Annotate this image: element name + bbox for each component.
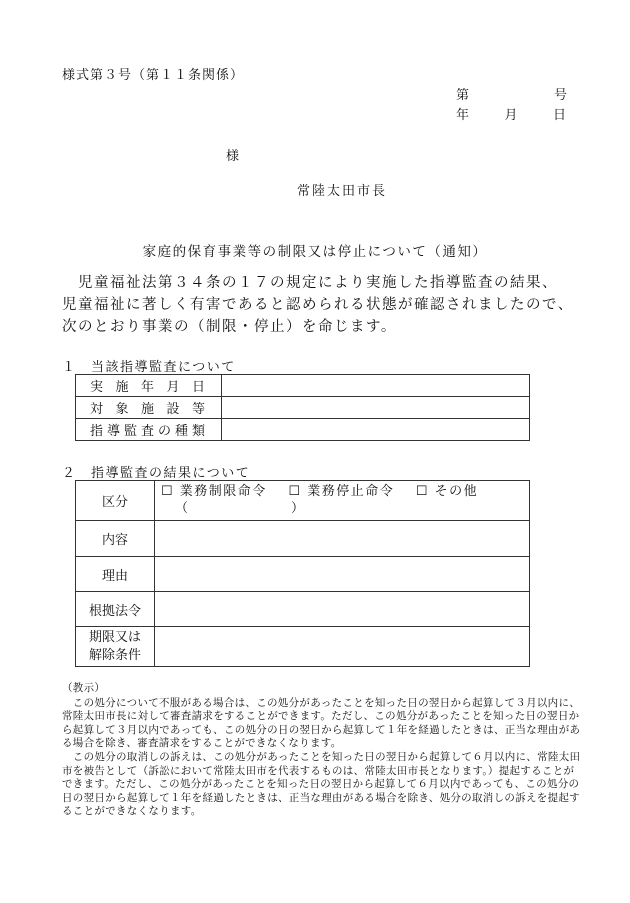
- table-row: [76, 592, 530, 627]
- period-label-line1: 期限又は: [88, 629, 141, 645]
- checkbox-business-suspension[interactable]: ☐ 業務停止命令: [288, 484, 395, 499]
- value-cell-content: [155, 521, 530, 557]
- checkbox-business-restriction[interactable]: ☐ 業務制限命令: [161, 484, 267, 499]
- category-options: [155, 481, 530, 521]
- section2-heading: ２ 指導監査の結果について: [62, 466, 251, 481]
- appeal-notice: [62, 682, 582, 819]
- table-row: [76, 397, 530, 419]
- body-line: 児童福祉に著しく有害であると認められる状態が確認されましたので、: [62, 297, 574, 313]
- table-row: [76, 557, 530, 592]
- section1-heading: １ 当該指導監査について: [62, 360, 236, 375]
- table-row: [76, 627, 530, 667]
- notice-paragraph: この処分について不服がある場合は、この処分があったことを知った日の翌日から起算して３月以内に、常陸太田市長に対して審査請求をすることができます。ただし、この処分があったことを知った日の翌日から起算して３月以内であっても、この処分の日の翌日から起算して１年を経過したときは、正当な理由がある場合を除き、審査請求をすることができなくなります。: [62, 696, 581, 750]
- table-row: [76, 375, 530, 397]
- date-line: [456, 104, 566, 123]
- notice-paragraph: この処分の取消しの訴えは、この処分があったことを知った日の翌日から起算して６月以内に、常陸太田市を被告として（訴訟において常陸太田市を代表するものは、常陸太田市長となります。）提起することができます。ただし、この処分があったことを知った日の翌日から起算して６月以内であっても、この処分の日の翌日から起算して１年を経過したときは、正当な理由がある場合を除き、処分の取消しの訴えを提起することができなくなります。: [62, 750, 581, 818]
- row-label-category: 区分: [76, 481, 155, 521]
- audit-info-table: [75, 374, 530, 441]
- value-cell-date: [222, 375, 530, 397]
- document-title: 家庭的保育事業等の制限又は停止について（通知）: [142, 244, 488, 260]
- row-label-date: 実施年月日: [76, 375, 222, 397]
- value-cell-audit-type: [222, 419, 530, 441]
- period-label-line2: 解除条件: [88, 647, 141, 663]
- table-row: [76, 419, 530, 441]
- checkbox-other[interactable]: ☐ その他: [415, 484, 479, 499]
- value-cell-reason: [155, 557, 530, 592]
- table-row: [76, 521, 530, 557]
- value-cell-facility: [222, 397, 530, 419]
- form-number: 様式第３号（第１１条関係）: [62, 68, 245, 83]
- row-label-content: 内容: [76, 521, 155, 557]
- other-detail: （ ）: [175, 501, 306, 516]
- addressee: 様: [226, 149, 240, 164]
- value-cell-legal-basis: [155, 592, 530, 627]
- value-cell-period: [155, 627, 530, 667]
- row-label-facility: 対象施設等: [76, 397, 222, 419]
- year-label: 年: [456, 108, 470, 123]
- body-line: 児童福祉法第３４条の１７の規定により実施した指導監査の結果、: [62, 275, 558, 291]
- document-number-label: 第: [456, 88, 470, 103]
- body-text: [62, 272, 582, 338]
- row-label-reason: 理由: [76, 557, 155, 592]
- sender: 常陸太田市長: [297, 184, 388, 199]
- row-label-legal-basis: 根拠法令: [76, 592, 155, 627]
- row-label-period: [76, 627, 155, 667]
- body-line: 次のとおり事業の（制限・停止）を命じます。: [62, 319, 397, 335]
- table-row: [76, 481, 530, 521]
- document-number-suffix: 号: [554, 88, 568, 103]
- day-label: 日: [552, 108, 566, 123]
- row-label-audit-type: 指導監査の種類: [76, 419, 222, 441]
- month-label: 月: [504, 108, 518, 123]
- audit-result-table: [75, 480, 530, 667]
- notice-heading: （教示）: [62, 682, 106, 694]
